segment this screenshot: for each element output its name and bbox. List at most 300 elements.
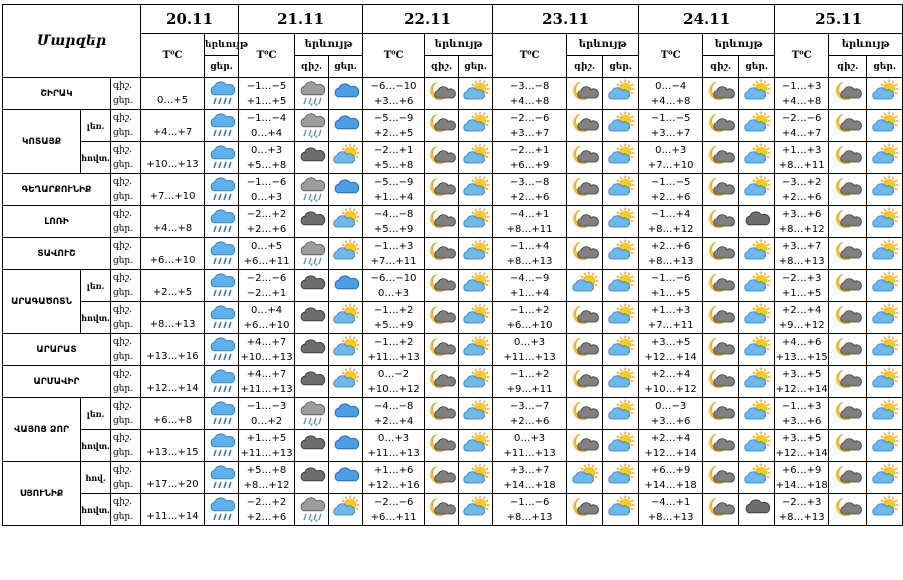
- temp-cell: [775, 302, 829, 334]
- weather-header: երևույթ: [205, 34, 239, 56]
- temp-cell: [493, 334, 567, 366]
- moon-cloud-icon: [427, 303, 457, 333]
- weather-cell: [703, 142, 739, 174]
- moon-cloud-icon: [427, 431, 457, 461]
- weather-cell: [739, 366, 775, 398]
- weather-cell: [703, 238, 739, 270]
- temp-day: +8…+13: [778, 511, 825, 523]
- sun-cloud-icon: [331, 495, 361, 525]
- weather-cell: [425, 366, 459, 398]
- temp-day: +8…+12: [647, 223, 694, 235]
- table-row: [3, 110, 903, 142]
- temp-night: −2…+3: [781, 496, 822, 508]
- snow-cloud-icon: [297, 399, 327, 429]
- temp-night: −1…+4: [650, 208, 691, 220]
- temp-night: −1…−6: [246, 176, 287, 188]
- temp-cell: [239, 334, 295, 366]
- temp-cell: [363, 462, 425, 494]
- weather-cell: [739, 398, 775, 430]
- weather-cell: [295, 110, 329, 142]
- temp-night: +4…+6: [781, 336, 822, 348]
- temp-night: −2…−6: [509, 112, 550, 124]
- temp-night: −1…−5: [246, 80, 287, 92]
- temp-cell: [775, 366, 829, 398]
- time-of-day: գիշ. ցեր.: [111, 238, 141, 270]
- table-row: [3, 174, 903, 206]
- temp-cell: [493, 462, 567, 494]
- temp-cell: [639, 174, 703, 206]
- time-of-day: գիշ. ցեր.: [111, 398, 141, 430]
- temp-cell: [493, 142, 567, 174]
- sun-cloud-icon: [461, 239, 491, 269]
- weather-cell: [425, 206, 459, 238]
- temp-night: −1…+2: [373, 304, 414, 316]
- temp-day: −2…+1: [246, 287, 287, 299]
- weather-cell: [295, 398, 329, 430]
- temp-night: 0…+3: [514, 336, 546, 348]
- temp-cell: [639, 110, 703, 142]
- region-name: ԱՐԱՐԱՏ: [3, 334, 111, 366]
- cloud-icon: [331, 79, 361, 109]
- weather-cell: [829, 110, 867, 142]
- weather-cell: [567, 206, 603, 238]
- sun-cloud-icon: [870, 79, 900, 109]
- temp-day: +10…+13: [240, 351, 293, 363]
- temp-day: +12…+16: [367, 479, 420, 491]
- night-header: գիշ.: [703, 56, 739, 78]
- rain-cloud-icon: [207, 335, 237, 365]
- temp-cell: [363, 142, 425, 174]
- sun-cloud-icon: [331, 207, 361, 237]
- temp-night: −3…−8: [509, 176, 550, 188]
- cloud-icon: [331, 431, 361, 461]
- temp-night: 0…+3: [655, 144, 687, 156]
- temp-cell: [493, 430, 567, 462]
- temp-cell: [775, 110, 829, 142]
- weather-cell: [205, 302, 239, 334]
- weather-cell: [703, 334, 739, 366]
- temp-cell: 0…+5: [141, 78, 205, 110]
- temp-cell: [363, 398, 425, 430]
- rain-cloud-icon: [207, 303, 237, 333]
- region-name: ԿՈՏԱՅՔ: [3, 110, 81, 174]
- temp-night: −1…−6: [650, 272, 691, 284]
- weather-cell: [867, 430, 903, 462]
- temp-day: +12…+14: [775, 447, 828, 459]
- date-header: 22.11: [363, 5, 493, 34]
- temp-day: +8…+12: [778, 223, 825, 235]
- sun-cloud-icon: [606, 239, 636, 269]
- sun-cloud-icon: [870, 207, 900, 237]
- temp-night: −1…−6: [509, 496, 550, 508]
- temp-day: +2…+4: [373, 415, 414, 427]
- temp-day: +8…+11: [506, 223, 553, 235]
- weather-cell: [425, 334, 459, 366]
- table-row: [3, 334, 903, 366]
- dark-cloud-icon: [297, 143, 327, 173]
- temp-cell: [363, 238, 425, 270]
- sun-cloud-icon: [461, 175, 491, 205]
- weather-cell: [295, 366, 329, 398]
- temp-cell: +17…+20: [141, 462, 205, 494]
- temp-day: +6…+10: [506, 319, 553, 331]
- temp-cell: [239, 462, 295, 494]
- weather-cell: [425, 142, 459, 174]
- weather-cell: [829, 398, 867, 430]
- table-row: [3, 462, 903, 494]
- table-row: [3, 142, 903, 174]
- weather-cell: [703, 366, 739, 398]
- weather-cell: [739, 206, 775, 238]
- weather-cell: [703, 174, 739, 206]
- sun-cloud-icon: [461, 111, 491, 141]
- weather-cell: [459, 78, 493, 110]
- weather-cell: [867, 110, 903, 142]
- dark-cloud-icon: [742, 495, 772, 525]
- temp-day: +4…+8: [509, 95, 550, 107]
- temp-night: −6…−10: [370, 80, 417, 92]
- weather-cell: [739, 430, 775, 462]
- moon-cloud-icon: [427, 463, 457, 493]
- weather-cell: [703, 302, 739, 334]
- sun-cloud-icon: [742, 367, 772, 397]
- moon-cloud-icon: [427, 79, 457, 109]
- temp-day: 0…+4: [250, 127, 283, 139]
- temp-night: −1…−5: [650, 176, 691, 188]
- sun-cloud-icon: [570, 463, 600, 493]
- temp-night: +2…+4: [650, 368, 691, 380]
- moon-cloud-icon: [570, 239, 600, 269]
- rain-cloud-icon: [207, 431, 237, 461]
- temp-cell: [239, 430, 295, 462]
- temp-cell: +11…+14: [141, 494, 205, 526]
- sun-cloud-icon: [870, 463, 900, 493]
- weather-cell: [205, 398, 239, 430]
- weather-cell: [205, 430, 239, 462]
- temp-night: +3…+6: [781, 208, 822, 220]
- temp-day: +3…+6: [781, 415, 822, 427]
- weather-cell: [459, 462, 493, 494]
- weather-cell: [603, 334, 639, 366]
- temp-night: −2…−6: [781, 112, 822, 124]
- svg-text:* *: * *: [309, 198, 318, 206]
- svg-text:* *: * *: [309, 134, 318, 142]
- weather-cell: [459, 142, 493, 174]
- night-header: գիշ.: [829, 56, 867, 78]
- cloud-icon: [331, 463, 361, 493]
- weather-cell: [205, 78, 239, 110]
- weather-cell: [603, 174, 639, 206]
- table-row: [3, 398, 903, 430]
- weather-cell: [739, 494, 775, 526]
- weather-cell: [603, 110, 639, 142]
- region-name: ՇԻՐԱԿ: [3, 78, 111, 110]
- time-of-day: գիշ. ցեր.: [111, 206, 141, 238]
- temp-cell: +8…+13: [141, 302, 205, 334]
- temp-night: −2…−6: [373, 496, 414, 508]
- weather-cell: [867, 398, 903, 430]
- weather-cell: [739, 142, 775, 174]
- temp-night: +1…+3: [781, 144, 822, 156]
- weather-cell: [425, 238, 459, 270]
- temp-day: 0…+3: [250, 191, 283, 203]
- temp-night: 0…+3: [514, 432, 546, 444]
- cloud-icon: [331, 399, 361, 429]
- table-row: [3, 238, 903, 270]
- table-row: [3, 302, 903, 334]
- temp-cell: [639, 142, 703, 174]
- snow-cloud-icon: [297, 495, 327, 525]
- weather-cell: [739, 302, 775, 334]
- moon-cloud-icon: [427, 207, 457, 237]
- moon-cloud-icon: [706, 79, 736, 109]
- temp-day: +1…+5: [246, 95, 287, 107]
- temp-cell: [775, 142, 829, 174]
- sun-cloud-icon: [461, 335, 491, 365]
- sun-cloud-icon: [461, 143, 491, 173]
- weather-cell: [329, 78, 363, 110]
- weather-cell: [829, 238, 867, 270]
- sun-cloud-icon: [742, 79, 772, 109]
- weather-header: երևույթ: [567, 34, 639, 56]
- time-of-day: գիշ. ցեր.: [111, 270, 141, 302]
- weather-cell: [205, 142, 239, 174]
- temp-night: +1…+5: [246, 432, 287, 444]
- weather-cell: [205, 494, 239, 526]
- temp-day: +11…+13: [240, 383, 293, 395]
- weather-header: երևույթ: [829, 34, 903, 56]
- date-header: 24.11: [639, 5, 775, 34]
- sun-cloud-icon: [742, 335, 772, 365]
- temp-cell: [239, 494, 295, 526]
- weather-cell: [459, 302, 493, 334]
- weather-cell: [603, 238, 639, 270]
- temp-night: −1…+2: [373, 336, 414, 348]
- moon-cloud-icon: [833, 303, 863, 333]
- temp-cell: [493, 270, 567, 302]
- temp-night: −1…−4: [246, 112, 287, 124]
- weather-cell: [205, 462, 239, 494]
- sun-cloud-icon: [606, 367, 636, 397]
- temp-night: −4…−8: [373, 400, 414, 412]
- moon-cloud-icon: [833, 431, 863, 461]
- snow-cloud-icon: [297, 111, 327, 141]
- weather-cell: [425, 494, 459, 526]
- weather-cell: [459, 270, 493, 302]
- temp-day: +10…+12: [644, 383, 697, 395]
- temp-cell: [363, 366, 425, 398]
- sun-cloud-icon: [870, 111, 900, 141]
- rain-cloud-icon: [207, 367, 237, 397]
- rain-cloud-icon: [207, 463, 237, 493]
- weather-cell: [603, 462, 639, 494]
- moon-cloud-icon: [706, 303, 736, 333]
- temp-night: −2…+2: [246, 208, 287, 220]
- moon-cloud-icon: [427, 271, 457, 301]
- rain-cloud-icon: [207, 207, 237, 237]
- temp-cell: [363, 206, 425, 238]
- weather-cell: [205, 366, 239, 398]
- weather-cell: [829, 142, 867, 174]
- temp-cell: [639, 366, 703, 398]
- temp-cell: [239, 270, 295, 302]
- rain-cloud-icon: [207, 79, 237, 109]
- sun-cloud-icon: [742, 271, 772, 301]
- weather-cell: [567, 430, 603, 462]
- temp-cell: +10…+13: [141, 142, 205, 174]
- temp-night: +5…+8: [246, 464, 287, 476]
- temp-cell: [363, 78, 425, 110]
- weather-cell: [205, 174, 239, 206]
- temp-day: +2…+6: [246, 223, 287, 235]
- temp-cell: [493, 110, 567, 142]
- temp-day: +14…+18: [775, 479, 828, 491]
- weather-cell: [459, 398, 493, 430]
- cloud-icon: [331, 271, 361, 301]
- temp-day: +8…+13: [647, 255, 694, 267]
- sun-cloud-icon: [570, 271, 600, 301]
- weather-cell: [739, 78, 775, 110]
- moon-cloud-icon: [427, 239, 457, 269]
- temp-cell: [775, 238, 829, 270]
- temp-cell: [639, 238, 703, 270]
- rain-cloud-icon: [207, 111, 237, 141]
- sun-cloud-icon: [742, 399, 772, 429]
- sun-cloud-icon: [461, 303, 491, 333]
- temp-cell: [639, 430, 703, 462]
- moon-cloud-icon: [706, 175, 736, 205]
- temp-cell: +13…+16: [141, 334, 205, 366]
- sun-cloud-icon: [331, 367, 361, 397]
- temp-day: +8…+11: [778, 159, 825, 171]
- moon-cloud-icon: [706, 271, 736, 301]
- date-header: 21.11: [239, 5, 363, 34]
- sun-cloud-icon: [606, 175, 636, 205]
- weather-cell: [829, 462, 867, 494]
- temp-cell: [775, 494, 829, 526]
- sun-cloud-icon: [331, 335, 361, 365]
- temp-night: +3…+5: [781, 368, 822, 380]
- time-of-day: գիշ. ցեր.: [111, 78, 141, 110]
- weather-header: երևույթ: [703, 34, 775, 56]
- temp-cell: [363, 270, 425, 302]
- weather-cell: [867, 270, 903, 302]
- weather-cell: [867, 78, 903, 110]
- temp-day: +3…+6: [650, 415, 691, 427]
- temp-header: T⁰C: [493, 34, 567, 78]
- temp-night: −2…+1: [373, 144, 414, 156]
- temp-cell: [239, 142, 295, 174]
- temp-night: −1…+2: [509, 304, 550, 316]
- temp-cell: +2…+5: [141, 270, 205, 302]
- temp-night: 0…+3: [378, 432, 410, 444]
- temp-day: +9…+12: [778, 319, 825, 331]
- temp-night: −5…−9: [373, 176, 414, 188]
- weather-cell: [867, 238, 903, 270]
- temp-cell: [239, 174, 295, 206]
- moon-cloud-icon: [427, 335, 457, 365]
- weather-cell: [205, 110, 239, 142]
- temp-cell: +6…+8: [141, 398, 205, 430]
- temp-day: +7…+11: [647, 319, 694, 331]
- sun-cloud-icon: [331, 143, 361, 173]
- sun-cloud-icon: [870, 495, 900, 525]
- temp-cell: [775, 398, 829, 430]
- weather-cell: [867, 206, 903, 238]
- moon-cloud-icon: [427, 143, 457, 173]
- moon-cloud-icon: [427, 367, 457, 397]
- table-row: [3, 78, 903, 110]
- weather-cell: [567, 110, 603, 142]
- weather-cell: [329, 142, 363, 174]
- table-row: [3, 494, 903, 526]
- weather-cell: [829, 206, 867, 238]
- moon-cloud-icon: [570, 303, 600, 333]
- sun-cloud-icon: [461, 79, 491, 109]
- weather-cell: [295, 142, 329, 174]
- temp-cell: [775, 462, 829, 494]
- temp-night: +3…+5: [650, 336, 691, 348]
- weather-cell: [829, 270, 867, 302]
- moon-cloud-icon: [427, 495, 457, 525]
- moon-cloud-icon: [570, 111, 600, 141]
- temp-night: −1…+4: [509, 240, 550, 252]
- sun-cloud-icon: [870, 399, 900, 429]
- weather-cell: [867, 142, 903, 174]
- sun-cloud-icon: [606, 335, 636, 365]
- table-row: [3, 430, 903, 462]
- moon-cloud-icon: [706, 463, 736, 493]
- moon-cloud-icon: [706, 143, 736, 173]
- rain-cloud-icon: [207, 143, 237, 173]
- day-header: ցեր.: [459, 56, 493, 78]
- weather-cell: [459, 366, 493, 398]
- weather-cell: [703, 270, 739, 302]
- moon-cloud-icon: [570, 79, 600, 109]
- zone-label: լեռ.: [81, 270, 111, 302]
- temp-night: −5…−9: [373, 112, 414, 124]
- moon-cloud-icon: [427, 175, 457, 205]
- weather-cell: [329, 110, 363, 142]
- weather-cell: [329, 270, 363, 302]
- moon-cloud-icon: [833, 143, 863, 173]
- temp-cell: [639, 302, 703, 334]
- snow-cloud-icon: [297, 79, 327, 109]
- temp-night: +1…+6: [373, 464, 414, 476]
- temp-day: +12…+14: [775, 383, 828, 395]
- sun-cloud-icon: [870, 335, 900, 365]
- time-of-day: գիշ. ցեր.: [111, 494, 141, 526]
- weather-cell: [329, 494, 363, 526]
- temp-day: +5…+9: [373, 223, 414, 235]
- temp-header: T⁰C: [363, 34, 425, 78]
- sun-cloud-icon: [606, 463, 636, 493]
- time-of-day: գիշ. ցեր.: [111, 430, 141, 462]
- temp-cell: [239, 238, 295, 270]
- moon-cloud-icon: [706, 239, 736, 269]
- temp-night: −2…+2: [246, 496, 287, 508]
- moon-cloud-icon: [570, 335, 600, 365]
- weather-cell: [295, 78, 329, 110]
- sun-cloud-icon: [461, 207, 491, 237]
- temp-night: −3…−8: [509, 80, 550, 92]
- temp-day: +2…+6: [650, 191, 691, 203]
- sun-cloud-icon: [742, 175, 772, 205]
- zone-label: հովտ.: [81, 142, 111, 174]
- date-header: 23.11: [493, 5, 639, 34]
- weather-cell: [459, 174, 493, 206]
- moon-cloud-icon: [706, 495, 736, 525]
